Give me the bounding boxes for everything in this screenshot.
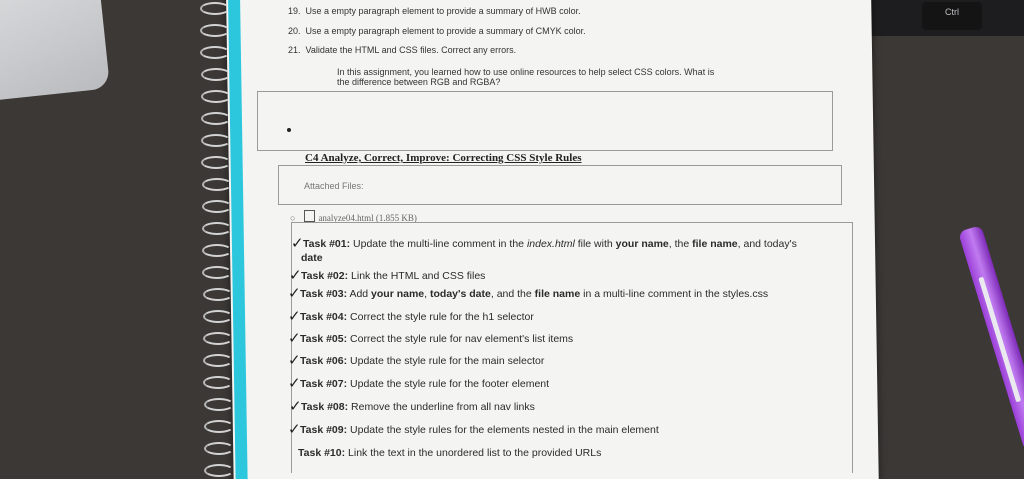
spiral-coil — [203, 376, 233, 389]
file-name-link[interactable]: analyze04.html — [318, 213, 374, 223]
spiral-coil — [200, 46, 230, 59]
check-mark-icon: ✓ — [289, 267, 302, 284]
question-line-2: the difference between RGB and RGBA? — [337, 77, 501, 87]
spiral-coil — [202, 222, 232, 235]
spiral-coil — [202, 266, 232, 279]
file-size: (1.855 KB) — [375, 213, 417, 223]
task-01: ✓ Task #01: Update the multi-line comment in the index.html file with your name, the file name, and today's — [291, 235, 797, 252]
spiral-coil — [201, 90, 231, 103]
circle-bullet-icon: ○ — [290, 213, 296, 223]
ctrl-key: Ctrl — [922, 2, 982, 30]
check-mark-icon: ✓ — [288, 421, 301, 438]
spiral-coil — [202, 200, 232, 213]
instruction-20: 20. Use a empty paragraph element to provide a summary of CMYK color. — [288, 26, 586, 36]
pen-clip — [978, 277, 1021, 403]
spiral-coil — [204, 464, 234, 477]
answer-box — [257, 91, 833, 151]
spiral-coil — [202, 244, 232, 257]
spiral-coil — [203, 310, 233, 323]
check-mark-icon: ✓ — [288, 285, 301, 302]
task-01-continued: date — [301, 252, 323, 264]
check-mark-icon: ✓ — [289, 398, 302, 415]
task-02: ✓ Task #02: Link the HTML and CSS files — [289, 267, 486, 284]
spiral-coil — [203, 354, 233, 367]
attached-files-label: Attached Files: — [304, 181, 364, 191]
spiral-coil — [204, 420, 234, 433]
spiral-coil — [200, 2, 230, 15]
spiral-coil — [201, 68, 231, 81]
spiral-coil — [204, 398, 234, 411]
spiral-coil — [204, 442, 234, 455]
purple-pen — [958, 225, 1024, 452]
spiral-coil — [201, 112, 231, 125]
check-mark-icon: ✓ — [288, 375, 301, 392]
spiral-coil — [203, 288, 233, 301]
task-09: ✓ Task #09: Update the style rules for the elements nested in the main element — [288, 421, 659, 438]
task-06: ✓ Task #06: Update the style rule for the main selector — [288, 352, 545, 369]
spiral-coil — [203, 332, 233, 345]
instruction-19: 19. Use a empty paragraph element to provide a summary of HWB color. — [288, 6, 581, 16]
spiral-coil — [200, 24, 230, 37]
task-10: Task #10: Link the text in the unordered list to the provided URLs — [298, 447, 602, 459]
spiral-coil — [202, 178, 232, 191]
spiral-coil — [201, 156, 231, 169]
file-icon — [304, 210, 315, 222]
task-03: ✓ Task #03: Add your name, today's date, and the file name in a multi-line comment in the styles.css — [288, 285, 769, 302]
check-mark-icon: ✓ — [288, 308, 301, 325]
instruction-21: 21. Validate the HTML and CSS files. Correct any errors. — [288, 45, 517, 55]
answer-bullet — [287, 128, 291, 132]
laptop-corner — [0, 0, 110, 101]
task-08: ✓ Task #08: Remove the underline from all nav links — [289, 398, 535, 415]
task-05: ✓ Task #05: Correct the style rule for nav element's list items — [288, 330, 574, 347]
section-title: C4 Analyze, Correct, Improve: Correcting CSS Style Rules — [305, 152, 582, 164]
question-line-1: In this assignment, you learned how to use online resources to help select CSS colors. What is — [337, 67, 715, 77]
check-mark-icon: ✓ — [288, 352, 301, 369]
check-mark-icon: ✓ — [288, 330, 301, 347]
task-04: ✓ Task #04: Correct the style rule for the h1 selector — [288, 308, 534, 325]
spiral-coil — [201, 134, 231, 147]
check-mark-icon: ✓ — [291, 235, 304, 252]
task-07: ✓ Task #07: Update the style rule for the footer element — [288, 375, 550, 392]
